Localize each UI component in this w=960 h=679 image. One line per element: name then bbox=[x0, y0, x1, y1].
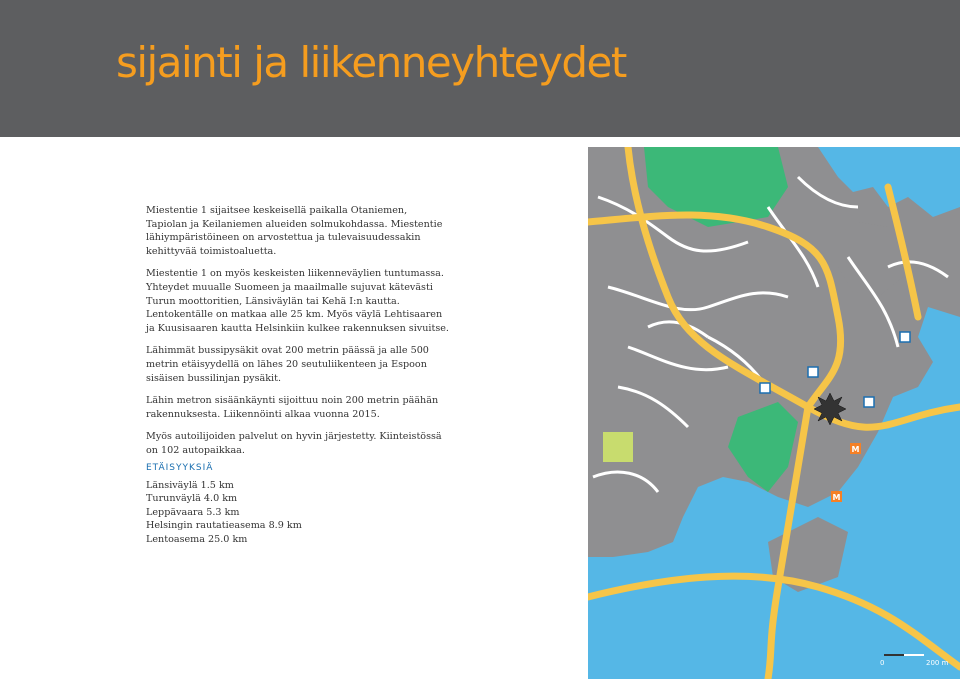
scale-end-label: 200 m bbox=[926, 659, 949, 667]
distance-item: Helsingin rautatieasema 8.9 km bbox=[146, 520, 302, 532]
paragraph-bus: Lähimmät bussipysäkit ovat 200 metrin päässä ja alle 500 metrin etäisyydellä on lähes 20 seutuliikenteen ja Espoon sisäisen bussilinjan pysäkit. bbox=[146, 345, 429, 384]
page-title: sijainti ja liikenneyhteydet bbox=[116, 38, 626, 87]
metro-icon-label: M bbox=[851, 445, 860, 454]
building-location-marker bbox=[814, 393, 846, 425]
map-sports-field bbox=[603, 432, 633, 462]
distance-item: Turunväylä 4.0 km bbox=[146, 493, 238, 505]
bus-stop-icon bbox=[808, 367, 818, 377]
paragraph-location: Miestentie 1 sijaitsee keskeisellä paikalla Otaniemen, Tapiolan ja Keilaniemen alueiden solmukohdassa. Miestentie lähiympäristöineen on arvostettua ja tulevaisuudessakin kehittyvää toimistoaluetta. bbox=[146, 205, 443, 257]
bus-stop-icon bbox=[864, 397, 874, 407]
distance-item: Länsiväylä 1.5 km bbox=[146, 479, 234, 491]
distances-heading: ETÄISYYKSIÄ bbox=[146, 463, 214, 473]
distance-item: Leppävaara 5.3 km bbox=[146, 506, 240, 518]
map-graphic bbox=[588, 147, 960, 679]
header-band bbox=[0, 0, 960, 137]
distance-item: Lentoasema 25.0 km bbox=[146, 533, 248, 545]
bus-stop-icon bbox=[900, 332, 910, 342]
distances-section bbox=[146, 462, 446, 547]
paragraph-connections: Miestentie 1 on myös keskeisten liikenneväylien tuntumassa. Yhteydet muualle Suomeen ja maailmalle sujuvat kätevästi Turun moottoritien, Länsiväylän tai Kehä I:n kautta. Lentokentälle on matkaa alle 25 km. Myös väylä Lehtisaaren ja Kuusisaaren kautta Helsinkiin kulkee rakennuksen sivuitse. bbox=[146, 268, 449, 334]
paragraph-parking: Myös autoilijoiden palvelut on hyvin järjestetty. Kiinteistössä on 102 autopaikkaa. bbox=[146, 431, 442, 456]
bus-stop-icon bbox=[760, 383, 770, 393]
paragraph-metro: Lähin metron sisäänkäynti sijoittuu noin 200 metrin päähän rakennuksesta. Liikennöinti alkaa vuonna 2015. bbox=[146, 395, 439, 420]
metro-icon-label: M bbox=[832, 493, 841, 502]
body-text bbox=[146, 204, 451, 467]
location-map bbox=[588, 147, 960, 679]
scale-start-label: 0 bbox=[880, 659, 885, 667]
